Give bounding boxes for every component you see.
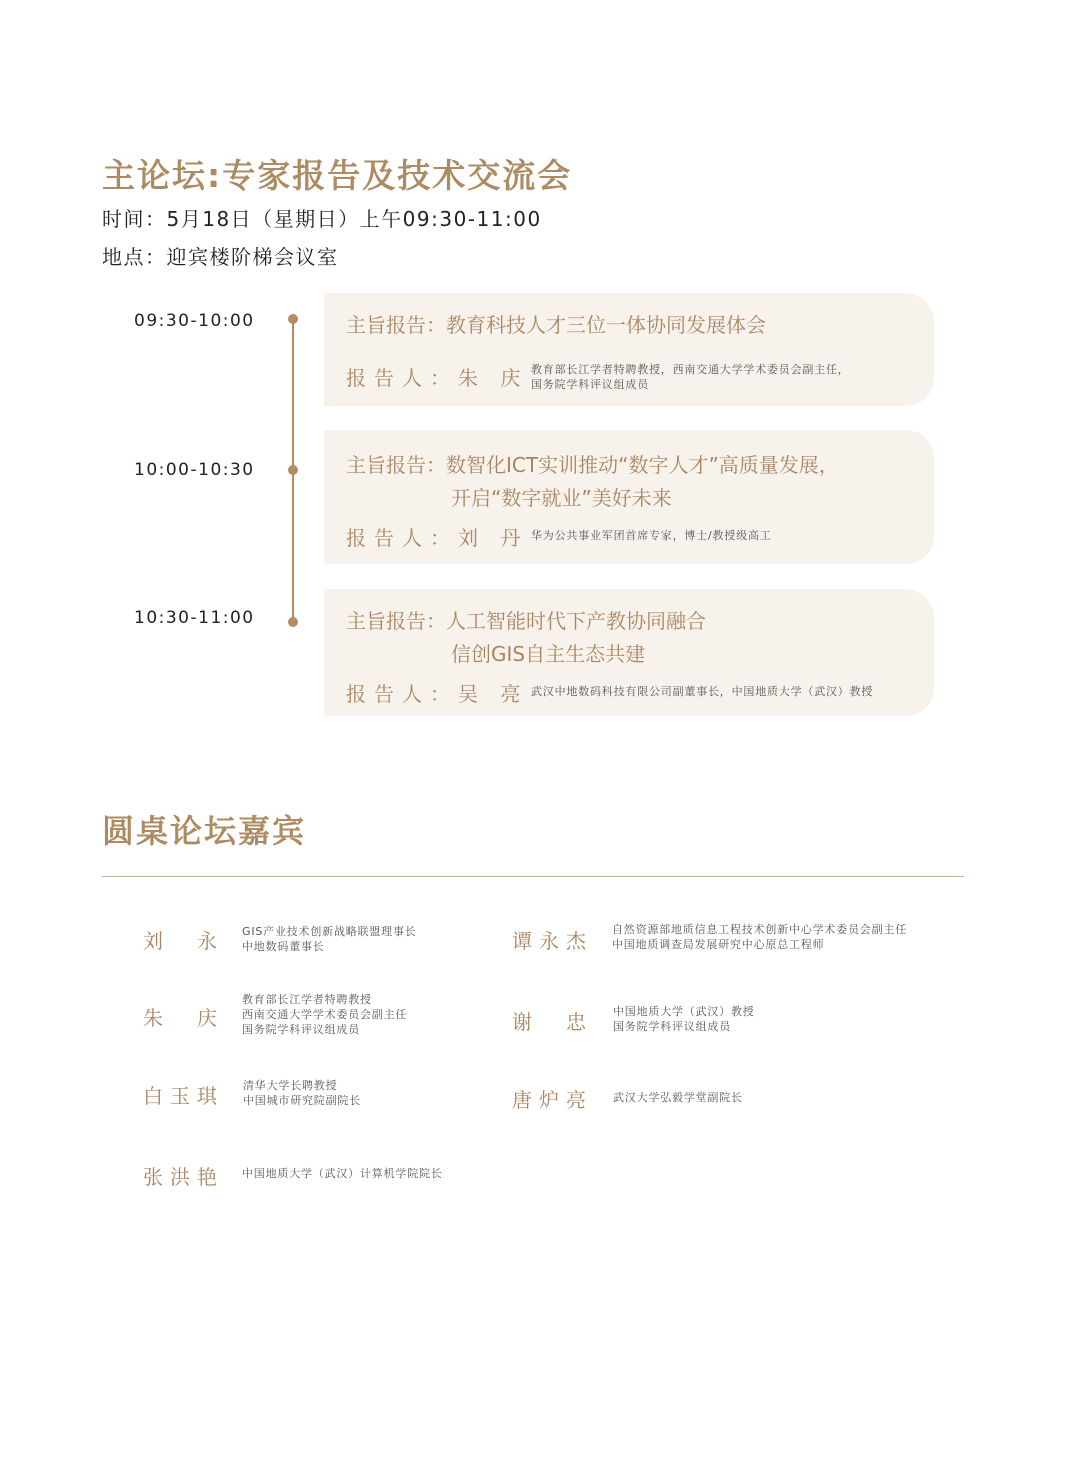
guest-name: 朱庆	[143, 1006, 219, 1030]
guest-desc-line: 中国地质大学（武汉）计算机学院院长	[242, 1167, 443, 1180]
talk-card-1	[324, 293, 934, 406]
guest-desc-line: 清华大学长聘教授	[243, 1079, 338, 1092]
time-slot-1: 09:30-10:00	[134, 311, 255, 331]
time-slot-3: 10:30-11:00	[134, 608, 255, 628]
reporter-name: 报告人：朱 庆	[346, 366, 529, 390]
talk-title-line2: 信创GIS自主生态共建	[451, 642, 646, 666]
guest-desc	[613, 1004, 755, 1034]
guest-name: 谢忠	[512, 1010, 588, 1034]
event-location: 地点：迎宾楼阶梯会议室	[102, 245, 339, 269]
guest-name: 张洪艳	[143, 1165, 219, 1189]
talk-card-3	[324, 589, 934, 716]
timeline-dot	[288, 617, 298, 627]
guest-desc	[242, 992, 407, 1037]
guest-desc-line: 中国城市研究院副院长	[243, 1094, 361, 1107]
reporter-desc-line: 华为公共事业军团首席专家，博士/教授级高工	[531, 529, 772, 542]
roundtable-title: 圆桌论坛嘉宾	[102, 812, 307, 850]
time-slot-2: 10:00-10:30	[134, 460, 255, 480]
guest-desc-line: GIS产业技术创新战略联盟理事长	[242, 925, 417, 938]
guest-name: 白玉琪	[143, 1084, 219, 1108]
reporter-desc-line: 教育部长江学者特聘教授，西南交通大学学术委员会副主任，	[531, 363, 850, 376]
guest-desc	[242, 1166, 443, 1181]
event-time: 时间：5月18日（星期日）上午09:30-11:00	[102, 207, 542, 231]
guest-desc-line: 国务院学科评议组成员	[613, 1020, 731, 1033]
talk-title-line2: 开启“数字就业”美好未来	[451, 486, 672, 510]
timeline-dot	[288, 465, 298, 475]
section-divider	[102, 876, 964, 877]
guest-name: 谭永杰	[512, 929, 588, 953]
guest-desc	[612, 922, 907, 952]
guest-name: 刘永	[143, 929, 219, 953]
guest-desc-line: 武汉大学弘毅学堂副院长	[613, 1091, 743, 1104]
reporter-desc	[531, 528, 772, 543]
guest-desc-line: 西南交通大学学术委员会副主任	[242, 1008, 408, 1021]
guest-desc-line: 国务院学科评议组成员	[242, 1023, 360, 1036]
guest-desc	[242, 924, 417, 954]
reporter-desc-line: 国务院学科评议组成员	[531, 378, 649, 391]
guest-desc-line: 中地数码董事长	[242, 940, 325, 953]
talk-title	[346, 449, 839, 511]
timeline-dot	[288, 314, 298, 324]
talk-title-line1: 主旨报告：人工智能时代下产教协同融合	[346, 609, 706, 633]
talk-title-line1: 主旨报告：教育科技人才三位一体协同发展体会	[346, 313, 766, 337]
reporter-desc-line: 武汉中地数码科技有限公司副董事长，中国地质大学（武汉）教授	[531, 685, 874, 698]
talk-card-2	[324, 430, 934, 564]
guest-desc	[243, 1078, 361, 1108]
guest-desc-line: 中国地质调查局发展研究中心原总工程师	[612, 938, 825, 951]
guest-desc	[613, 1090, 743, 1105]
talk-title	[346, 605, 706, 667]
talk-title-line1: 主旨报告：数智化ICT实训推动“数字人才”高质量发展，	[346, 453, 839, 477]
reporter-name: 报告人：吴 亮	[346, 682, 529, 706]
reporter-desc	[531, 684, 873, 699]
guest-desc-line: 中国地质大学（武汉）教授	[613, 1005, 755, 1018]
reporter-desc	[531, 362, 850, 392]
reporter-name: 报告人：刘 丹	[346, 526, 529, 550]
guest-desc-line: 自然资源部地质信息工程技术创新中心学术委员会副主任	[612, 923, 907, 936]
talk-title	[346, 309, 766, 338]
guest-name: 唐炉亮	[512, 1088, 588, 1112]
guest-desc-line: 教育部长江学者特聘教授	[242, 993, 372, 1006]
main-forum-title: 主论坛:专家报告及技术交流会	[102, 156, 573, 195]
